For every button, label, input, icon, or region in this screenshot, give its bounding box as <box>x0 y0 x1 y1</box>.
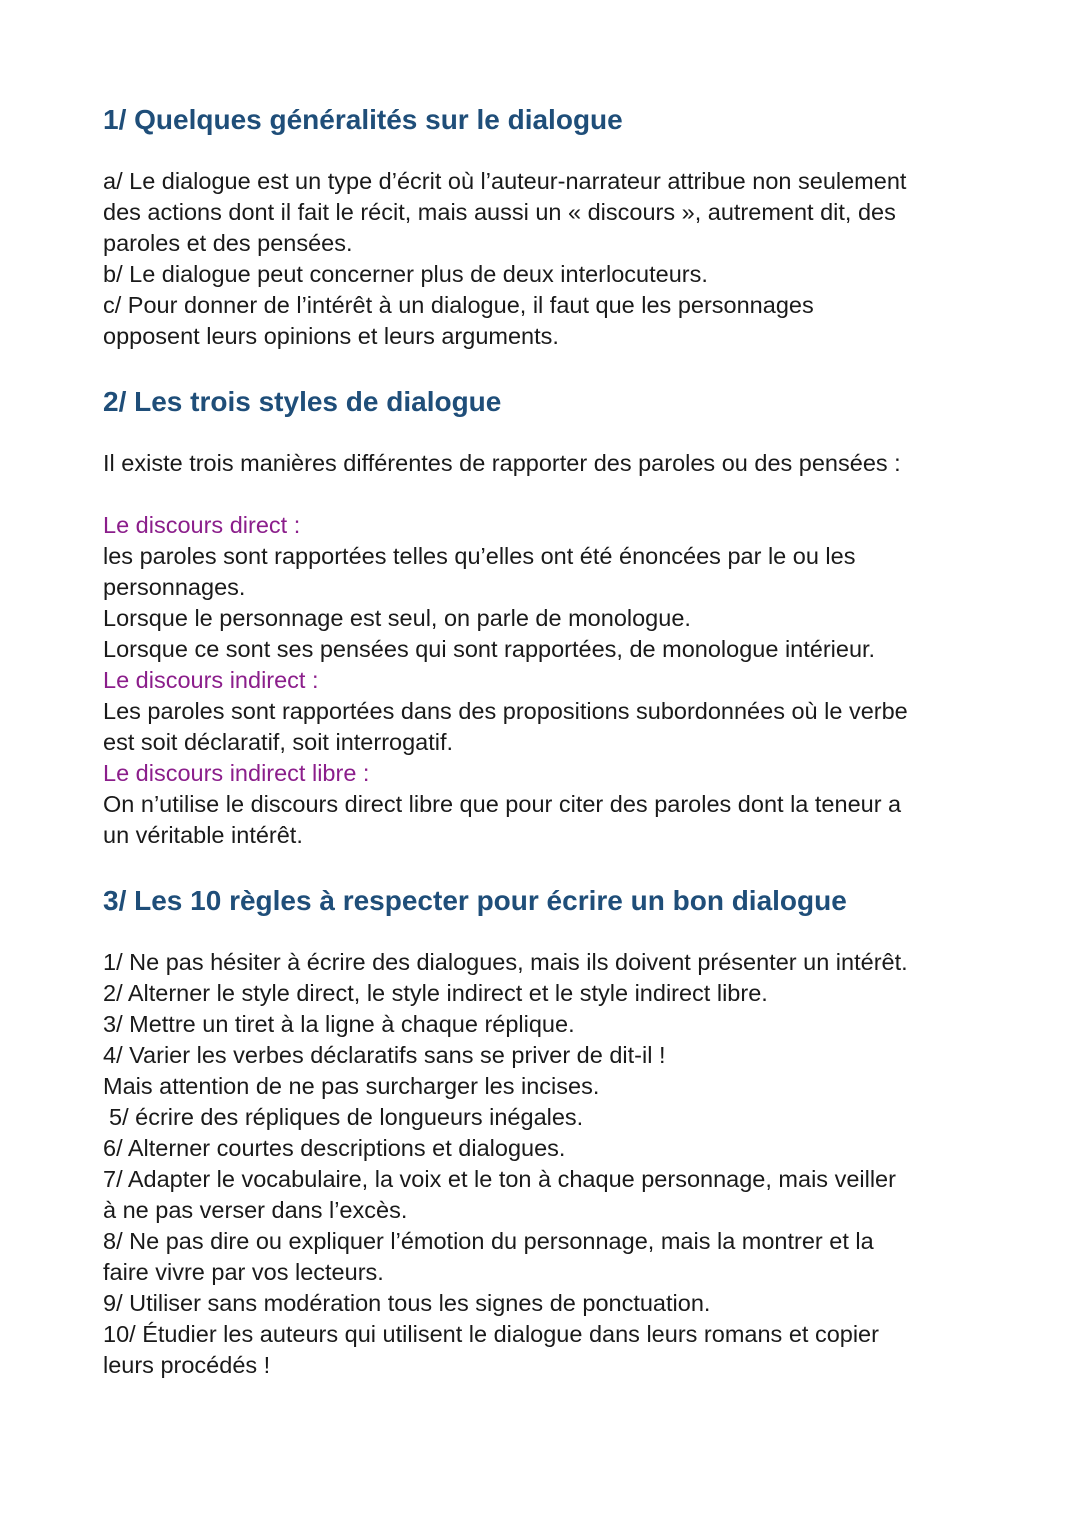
rule-line: 9/ Utiliser sans modération tous les signes de ponctuation. <box>103 1290 711 1316</box>
discours-direct-line: personnages. <box>103 574 246 600</box>
section-1-line: opposent leurs opinions et leurs arguments. <box>103 323 559 349</box>
rule-line: Mais attention de ne pas surcharger les incises. <box>103 1073 600 1099</box>
rule-line: 2/ Alterner le style direct, le style indirect et le style indirect libre. <box>103 980 768 1006</box>
discours-direct-line: Lorsque ce sont ses pensées qui sont rapportées, de monologue intérieur. <box>103 636 876 662</box>
rule-line: faire vivre par vos lecteurs. <box>103 1259 384 1285</box>
rule-line: 10/ Étudier les auteurs qui utilisent le dialogue dans leurs romans et copier <box>103 1321 879 1347</box>
rule-line: 6/ Alterner courtes descriptions et dialogues. <box>103 1135 566 1161</box>
section-1-line: a/ Le dialogue est un type d’écrit où l’auteur-narrateur attribue non seulement <box>103 168 907 194</box>
section-1-line: des actions dont il fait le récit, mais aussi un « discours », autrement dit, des <box>103 199 896 225</box>
section-2-title: 2/ Les trois styles de dialogue <box>103 386 502 417</box>
discours-direct-line: les paroles sont rapportées telles qu’elles ont été énoncées par le ou les <box>103 543 856 569</box>
discours-direct-label: Le discours direct : <box>103 512 301 538</box>
section-1-body <box>103 166 1003 352</box>
rule-line: 3/ Mettre un tiret à la ligne à chaque réplique. <box>103 1011 575 1037</box>
rules-list <box>103 947 1003 1381</box>
section-1-line: paroles et des pensées. <box>103 230 353 256</box>
section-1-title: 1/ Quelques généralités sur le dialogue <box>103 104 623 135</box>
rule-line: 8/ Ne pas dire ou expliquer l’émotion du personnage, mais la montrer et la <box>103 1228 874 1254</box>
rule-line: 7/ Adapter le vocabulaire, la voix et le ton à chaque personnage, mais veiller <box>103 1166 896 1192</box>
rule-line: à ne pas verser dans l’excès. <box>103 1197 408 1223</box>
rule-line: 4/ Varier les verbes déclaratifs sans se priver de dit-il ! <box>103 1042 666 1068</box>
rule-line: 5/ écrire des répliques de longueurs inégales. <box>109 1104 584 1130</box>
section-2-intro: Il existe trois manières différentes de rapporter des paroles ou des pensées : <box>103 450 901 476</box>
discours-indirect-libre-label: Le discours indirect libre : <box>103 760 370 786</box>
section-1-line: c/ Pour donner de l’intérêt à un dialogue, il faut que les personnages <box>103 292 814 318</box>
document-page <box>103 100 1003 1381</box>
discours-indirect-libre-line: On n’utilise le discours direct libre que pour citer des paroles dont la teneur a <box>103 791 902 817</box>
discours-indirect-line: est soit déclaratif, soit interrogatif. <box>103 729 454 755</box>
rule-line: leurs procédés ! <box>103 1352 271 1378</box>
section-1-line: b/ Le dialogue peut concerner plus de deux interlocuteurs. <box>103 261 708 287</box>
section-3-title: 3/ Les 10 règles à respecter pour écrire un bon dialogue <box>103 885 847 916</box>
discours-indirect-libre-line: un véritable intérêt. <box>103 822 303 848</box>
discours-indirect-line: Les paroles sont rapportées dans des propositions subordonnées où le verbe <box>103 698 908 724</box>
discours-direct-line: Lorsque le personnage est seul, on parle de monologue. <box>103 605 691 631</box>
rule-line: 1/ Ne pas hésiter à écrire des dialogues, mais ils doivent présenter un intérêt. <box>103 949 908 975</box>
discours-indirect-label: Le discours indirect : <box>103 667 319 693</box>
